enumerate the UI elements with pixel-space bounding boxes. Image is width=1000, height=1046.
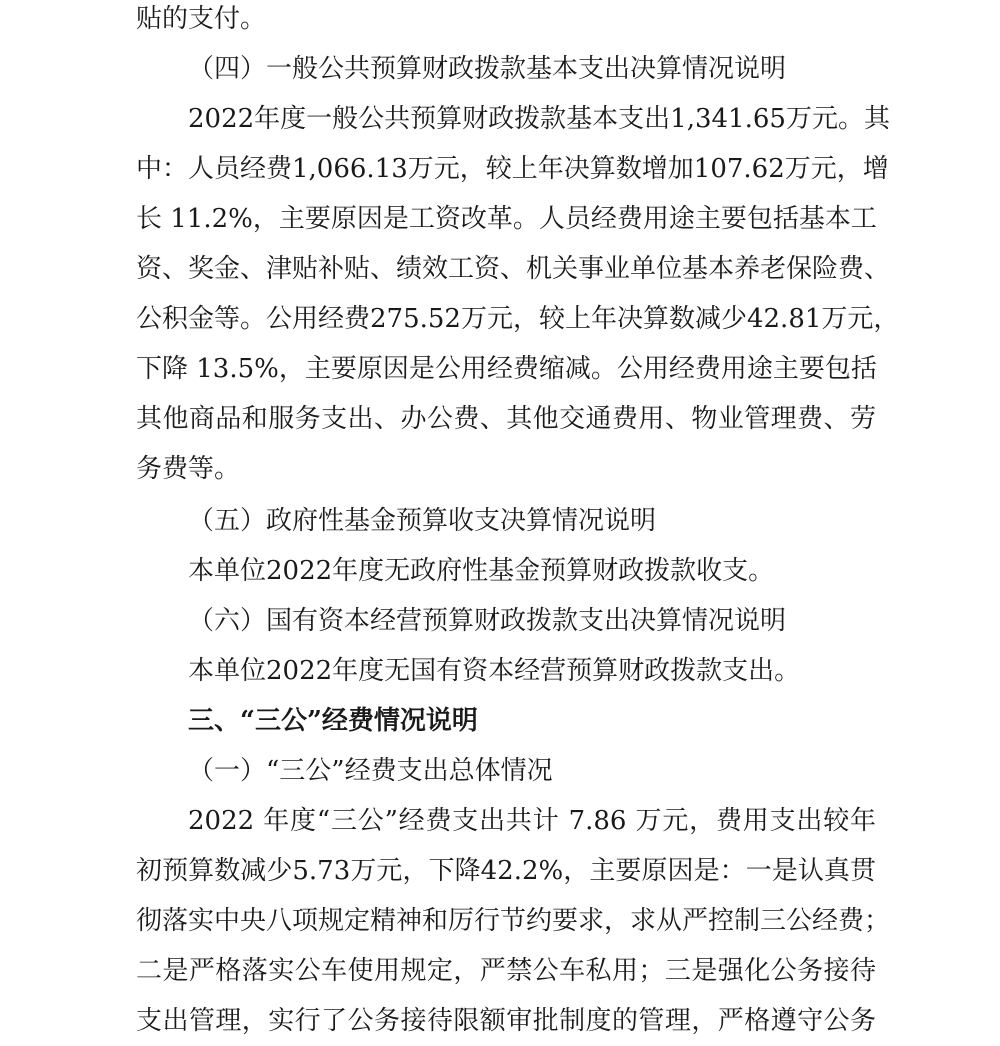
paragraph-line: 初预算数减少5.73万元，下降42.2%，主要原因是：一是认真贯 <box>136 856 876 886</box>
paragraph-line: 其他商品和服务支出、办公费、其他交通费用、物业管理费、劳 <box>136 404 876 434</box>
paragraph-line: 彻落实中央八项规定精神和厉行节约要求，求从严控制三公经费； <box>136 906 891 936</box>
section-heading: （四）一般公共预算财政拨款基本支出决算情况说明 <box>188 54 787 84</box>
paragraph-line: 资、奖金、津贴补贴、绩效工资、机关事业单位基本养老保险费、 <box>136 254 891 284</box>
paragraph-line: 支出管理，实行了公务接待限额审批制度的管理，严格遵守公务 <box>136 1006 876 1036</box>
paragraph-line: 2022年度一般公共预算财政拨款基本支出1,341.65万元。其 <box>188 104 890 134</box>
paragraph-line: 下降 13.5%，主要原因是公用经费缩减。公用经费用途主要包括 <box>136 354 877 384</box>
section-heading: （六）国有资本经营预算财政拨款支出决算情况说明 <box>188 606 787 636</box>
paragraph-line: 本单位2022年度无国有资本经营预算财政拨款支出。 <box>188 656 801 686</box>
paragraph-line: 中：人员经费1,066.13万元，较上年决算数增加107.62万元，增 <box>136 154 889 184</box>
paragraph-line: 务费等。 <box>136 454 241 484</box>
paragraph-line: 长 11.2%，主要原因是工资改革。人员经费用途主要包括基本工 <box>136 204 877 234</box>
paragraph-line: 2022 年度“三公”经费支出共计 7.86 万元，费用支出较年 <box>188 806 876 836</box>
paragraph-line: 公积金等。公用经费275.52万元，较上年决算数减少42.81万元， <box>136 304 900 334</box>
paragraph-line: 二是严格落实公车使用规定，严禁公车私用；三是强化公务接待 <box>136 956 876 986</box>
paragraph-line: 贴的支付。 <box>136 4 267 34</box>
section-heading: （五）政府性基金预算收支决算情况说明 <box>188 506 657 536</box>
chapter-heading: 三、“三公”经费情况说明 <box>188 706 478 736</box>
section-heading: （一）“三公”经费支出总体情况 <box>188 756 553 786</box>
paragraph-line: 本单位2022年度无政府性基金预算财政拨款收支。 <box>188 556 775 586</box>
